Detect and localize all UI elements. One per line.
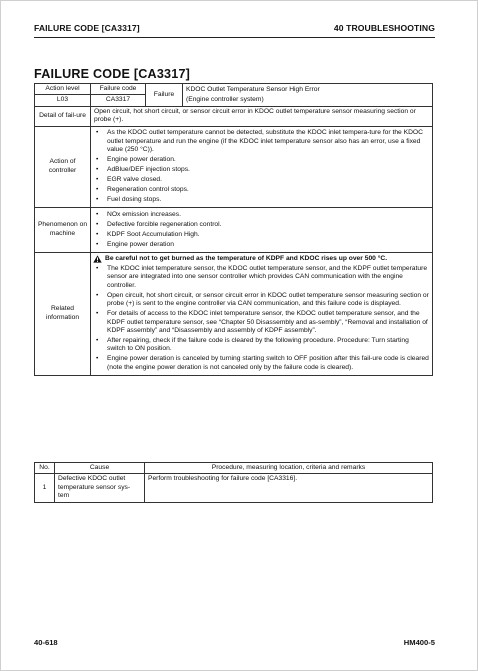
table-row <box>35 252 433 375</box>
table-row <box>35 126 433 207</box>
list-item: • NOx emission increases. <box>94 211 429 219</box>
failure-system: (Engine controller system) <box>186 96 264 104</box>
list-item: • The KDOC inlet temperature sensor, the KDOC outlet temperature sensor, and the KDPF outlet temperature sensor are integrated into one sensor controller which provides CAN communication with the engine controller. <box>94 265 429 290</box>
list-item: • KDPF Soot Accumulation High. <box>94 231 429 239</box>
table-row <box>35 463 433 474</box>
list-item: • EGR valve closed. <box>94 176 429 184</box>
list-item: • AdBlue/DEF injection stops. <box>94 166 429 174</box>
list-item: • As the KDOC outlet temperature cannot be detected, substitute the KDOC inlet tempera-ture for the KDOC outlet temperature and run the engine (if the KDOC inlet temperature sensor also has an error, use a fixed value (250 °C)). <box>94 129 429 154</box>
page-number: 40-618 <box>34 638 58 647</box>
no-header: No. <box>35 463 55 474</box>
failure-label: Failure <box>146 84 183 107</box>
page-header <box>34 23 435 38</box>
failure-name: KDOC Outlet Temperature Sensor High Error <box>186 86 320 93</box>
phenomenon-label: Phenomenon on machine <box>35 208 91 253</box>
warning-text: Be careful not to get burned as the temperature of KDPF and KDOC rises up over 500 °C. <box>105 254 388 262</box>
list-item: • After repairing, check if the failure code is cleared by the following procedure. Procedure: Turn starting switch to ON position. <box>94 337 429 354</box>
related-label: Related information <box>35 252 91 375</box>
table-row <box>35 208 433 253</box>
list-item: • Engine power deration is canceled by turning starting switch to OFF position after this fail-ure code is cleared (note the engine power deration is not canceled only by the failure code is cleared). <box>94 355 429 372</box>
detail-label: Detail of fail-ure <box>35 106 91 126</box>
phenomenon-list <box>94 211 429 249</box>
list-item: • Open circuit, hot short circuit, or sensor circuit error in KDOC outlet temperature sensor measuring section or probe (+) is sent to the engine controller via CAN communication, and this failure code is displayed. <box>94 292 429 309</box>
list-item: • Engine power deration <box>94 241 429 249</box>
action-level-header: Action level <box>35 84 91 95</box>
action-label: Action of controller <box>35 126 91 207</box>
warning-icon <box>93 255 102 263</box>
header-left: FAILURE CODE [CA3317] <box>34 23 140 33</box>
failure-code-header: Failure code <box>91 84 146 95</box>
action-level-value: L03 <box>35 95 91 106</box>
page-footer <box>34 638 435 647</box>
action-list <box>94 129 429 204</box>
detail-text: Open circuit, hot short circuit, or sensor circuit error in KDOC outlet temperature sensor measuring section or probe (+). <box>91 106 433 126</box>
header-right: 40 TROUBLESHOOTING <box>333 23 435 33</box>
failure-name-cell <box>183 84 433 107</box>
table-row <box>35 84 433 95</box>
list-item: • Regeneration control stops. <box>94 186 429 194</box>
cause-table <box>34 462 433 503</box>
cause-no: 1 <box>35 474 55 502</box>
phenomenon-cell <box>91 208 433 253</box>
related-list <box>94 265 429 372</box>
failure-info-table <box>34 83 433 376</box>
procedure-header: Procedure, measuring location, criteria and remarks <box>145 463 433 474</box>
failure-code-value: CA3317 <box>91 95 146 106</box>
list-item: • Engine power deration. <box>94 156 429 164</box>
page-title: FAILURE CODE [CA3317] <box>34 67 191 81</box>
action-cell <box>91 126 433 207</box>
warning-line <box>94 255 429 263</box>
cause-text: Defective KDOC outlet temperature sensor sys-tem <box>55 474 145 502</box>
procedure-text: Perform troubleshooting for failure code [CA3316]. <box>145 474 433 502</box>
related-cell <box>91 252 433 375</box>
cause-header: Cause <box>55 463 145 474</box>
table-row <box>35 106 433 126</box>
list-item: • Defective forcible regeneration control. <box>94 221 429 229</box>
model-number: HM400-5 <box>403 638 435 647</box>
list-item: • For details of access to the KDOC inlet temperature sensor, the KDOC outlet temperature sensor, and the KDPF outlet temperature sensor, see “Chapter 50 Disassembly and as-sembly”, “Removal and installation of KDPF assembly” and “Disassembly and assembly of KDPF assembly”. <box>94 310 429 335</box>
table-row <box>35 474 433 502</box>
list-item: • Fuel dosing stops. <box>94 196 429 204</box>
